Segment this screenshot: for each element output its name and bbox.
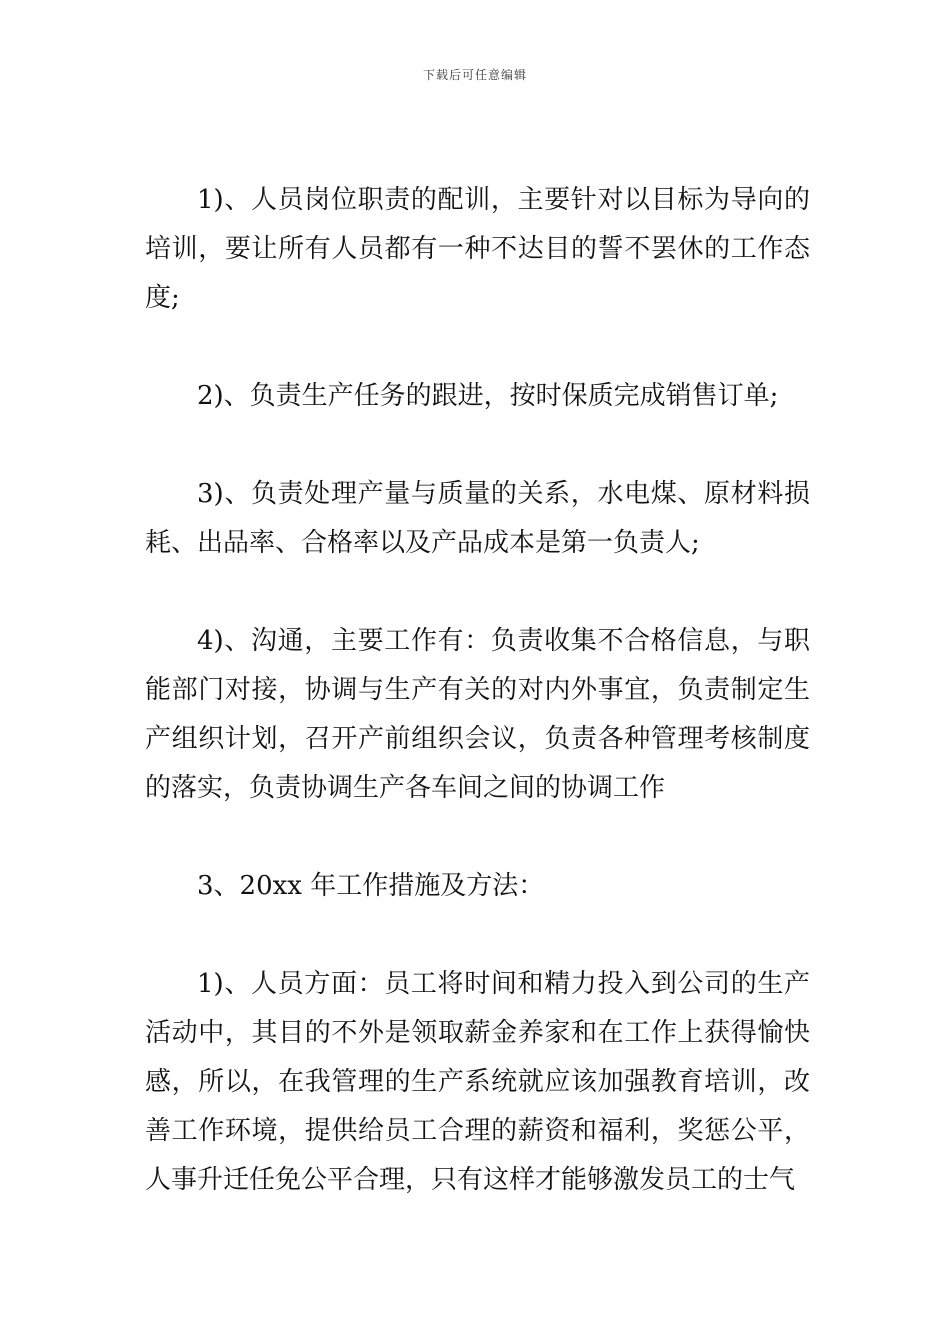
paragraph-gap bbox=[145, 568, 810, 617]
paragraph-gap bbox=[145, 911, 810, 960]
paragraph-gap bbox=[145, 323, 810, 372]
section-heading-measures: 3、20xx 年工作措施及方法： bbox=[197, 871, 545, 901]
paragraph-staff-training: 1)、人员岗位职责的配训，主要针对以目标为导向的培训，要让所有人员都有一种不达目的誓不罢休的工作态度; bbox=[145, 185, 810, 313]
paragraph-output-quality: 3)、负责处理产量与质量的关系，水电煤、原材料损耗、出品率、合格率以及产品成本是第一负责人; bbox=[145, 479, 810, 558]
document-body bbox=[145, 176, 810, 1205]
page-header: 下载后可任意编辑 bbox=[422, 68, 527, 82]
paragraph-production-tasks: 2)、负责生产任务的跟进，按时保质完成销售订单; bbox=[197, 381, 779, 411]
paragraph-personnel: 1)、人员方面：员工将时间和精力投入到公司的生产活动中，其目的不外是领取薪金养家和在工作上获得愉快感，所以，在我管理的生产系统就应该加强教育培训，改善工作环境，提供给员工合理的薪资和福利，奖惩公平，人事升迁任免公平合理，只有这样才能够激发员工的士气 bbox=[145, 969, 810, 1195]
paragraph-gap bbox=[145, 421, 810, 470]
paragraph-gap bbox=[145, 813, 810, 862]
paragraph-communication: 4)、沟通，主要工作有：负责收集不合格信息，与职能部门对接，协调与生产有关的对内外事宜，负责制定生产组织计划，召开产前组织会议，负责各种管理考核制度的落实，负责协调生产各车间之间的协调工作 bbox=[145, 626, 810, 803]
